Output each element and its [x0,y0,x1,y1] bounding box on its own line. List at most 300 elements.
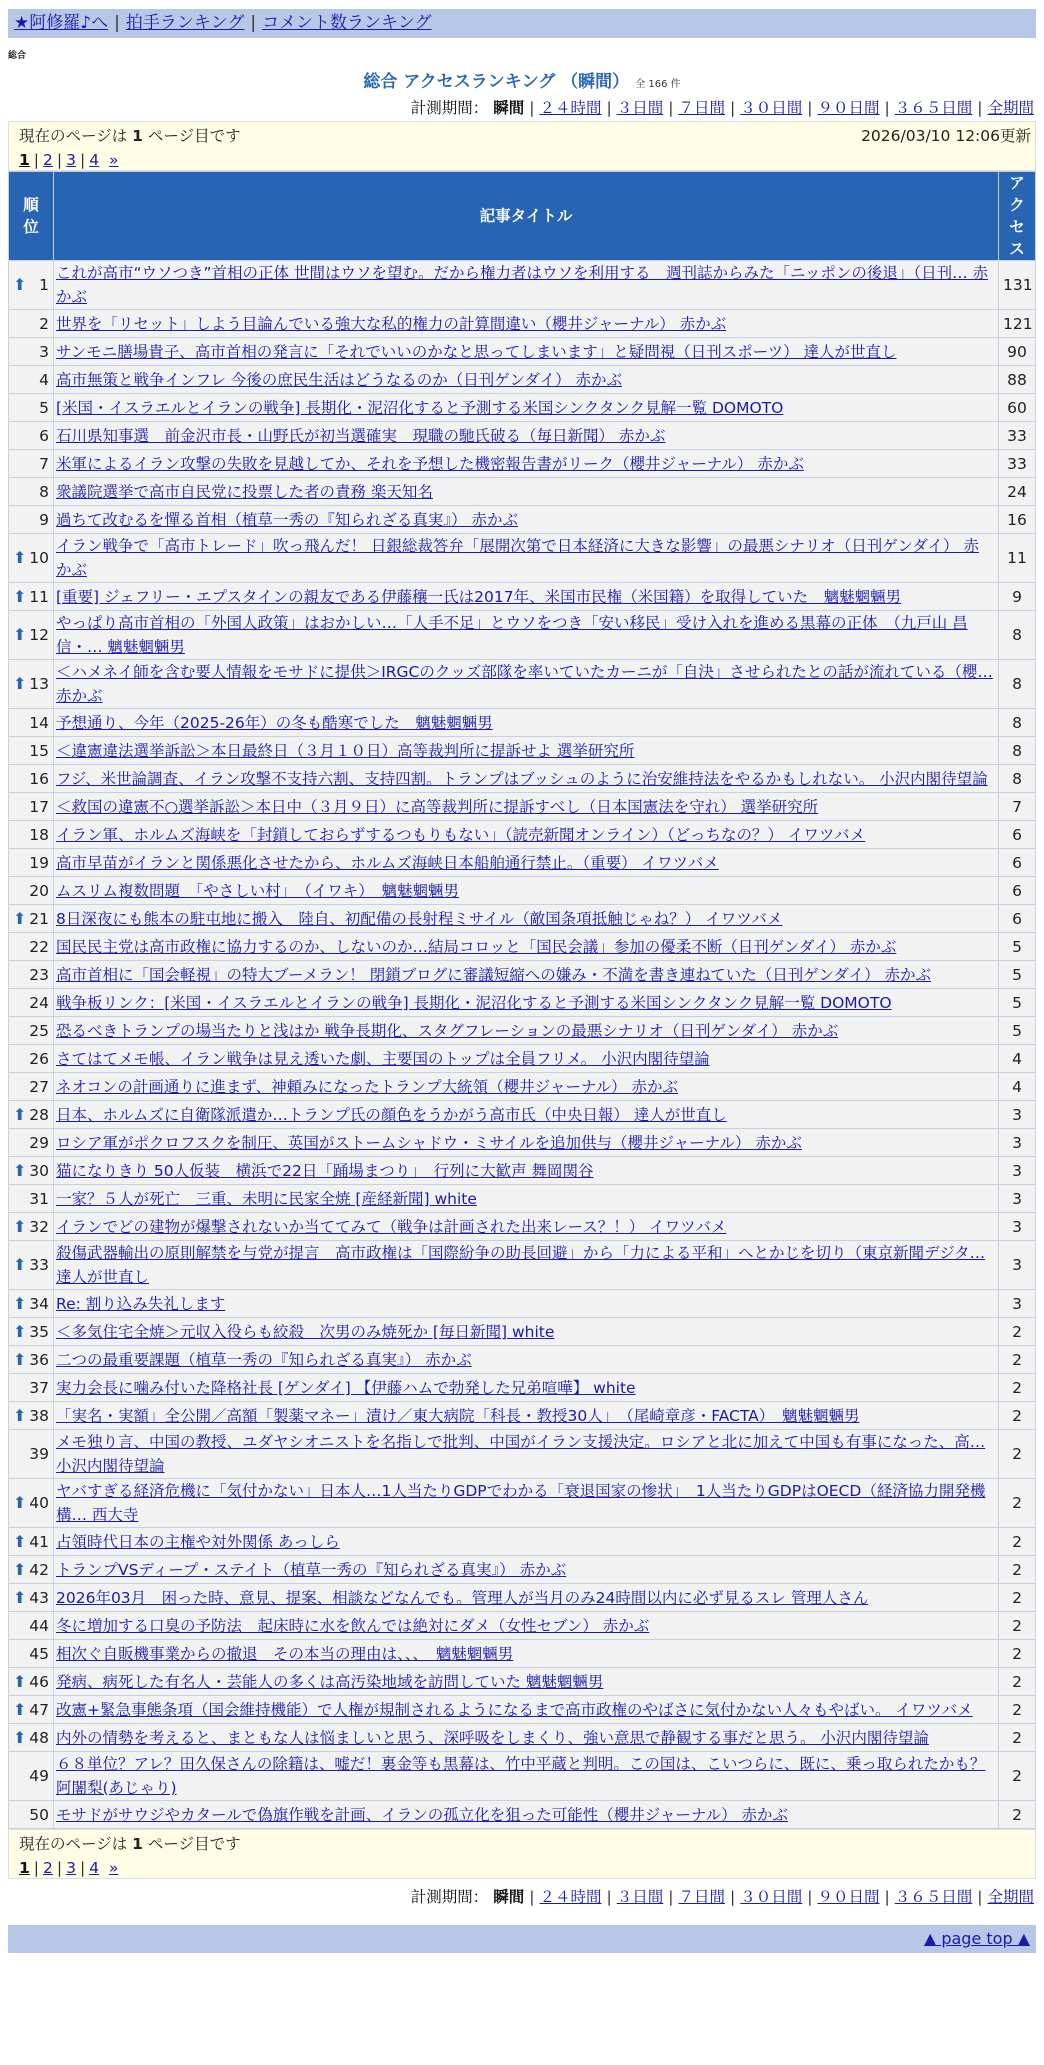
access-count: 2 [999,1374,1035,1401]
rank-cell [9,394,53,421]
access-count: 8 [999,709,1035,736]
access-count: 11 [999,534,1035,582]
table-row [9,1556,1035,1583]
period-3d-link[interactable]: ３日間 [616,99,664,117]
access-count: 8 [999,737,1035,764]
updated-timestamp: 2026/03/10 12:06更新 [861,127,1031,145]
article-title-link[interactable]: 占領時代日本の主権や対外関係 あっしら [56,1532,340,1551]
rank-number: 36 [29,1350,49,1369]
rank-cell [9,1696,53,1723]
table-row [9,1318,1035,1345]
table-row [9,961,1035,988]
rank-cell [9,1213,53,1240]
period-label: 計測期間： [410,1888,489,1906]
article-title-link[interactable]: 高市首相に「国会軽視」の特大ブーメラン！ 閉鎖ブログに審議短縮への嫌み・不満を書き連ねていた（日刊ゲンダイ） 赤かぶ [56,965,931,984]
article-title-link[interactable]: ＜ハメネイ師を含む要人情報をモサドに提供＞IRGCのクッズ部隊を率いていたカーニが「自決」させられたとの話が流れている（櫻… 赤かぶ [56,663,993,705]
rank-cell [9,1185,53,1212]
article-title-link[interactable]: 高市早苗がイランと関係悪化させたから、ホルムズ海峡日本船舶通行禁止。（重要） イワツバメ [56,853,719,872]
page-title [0,67,1044,92]
rank-number: 5 [39,398,49,417]
rank-cell [9,737,53,764]
table-row [9,905,1035,932]
rank-cell [9,366,53,393]
title-cell [54,1374,998,1401]
access-count: 5 [999,1017,1035,1044]
rank-number: 9 [39,510,49,529]
table-row [9,849,1035,876]
access-count: 60 [999,394,1035,421]
rank-number: 24 [29,993,49,1012]
item-count: 全 166 件 [635,79,681,90]
rank-number: 47 [29,1700,49,1719]
page-2-link[interactable]: 2 [43,151,53,169]
title-cell [54,394,998,421]
period-30d-link[interactable]: ３０日間 [740,1888,803,1906]
article-title-link[interactable]: やっぱり高市首相の「外国人政策」はおかしい…「人手不足」とウソをつき「安い移民」受け入れを進める黒幕の正体 （九戸山 昌信・… 魑魅魍魎男 [56,614,968,656]
rank-cell [9,1402,53,1429]
article-title-link[interactable]: 日本、ホルムズに自衛隊派遣か…トランプ氏の顔色をうかがう高市氏（中央日報） 達人が世直し [56,1105,727,1124]
rank-number: 4 [39,370,49,389]
page-next-link[interactable]: » [108,1859,119,1877]
article-title-link[interactable]: 恐るべきトランプの場当たりと浅はか 戦争長期化、スタグフレーションの最悪シナリオ（日刊ゲンダイ） 赤かぶ [56,1021,839,1040]
article-title-link[interactable]: 過ちて改むるを憚る首相（植草一秀の『知られざる真実』） 赤かぶ [56,510,519,529]
title-cell [54,1129,998,1156]
title-cell [54,1801,998,1828]
rank-cell [9,1724,53,1751]
rank-number: 37 [29,1378,49,1397]
title-cell [54,1241,998,1289]
access-count: 2 [999,1612,1035,1639]
access-count: 2 [999,1528,1035,1555]
article-title-link[interactable]: 世界を「リセット」しよう目論んでいる強大な私的権力の計算間違い（櫻井ジャーナル） 赤かぶ [56,314,727,333]
up-arrow-icon: ⬆ [13,1699,27,1719]
rank-cell [9,709,53,736]
title-cell [54,1752,998,1800]
title-cell [54,961,998,988]
access-count: 6 [999,905,1035,932]
table-row [9,660,1035,708]
article-title-link[interactable]: ヤバすぎる経済危機に「気付かない」日本人…1人当たりGDPでわかる「衰退国家の惨状」 1人当たりGDPはOECD（経済協力開発機構… 西大寺 [56,1482,986,1524]
rank-number: 34 [29,1294,49,1313]
title-cell [54,1017,998,1044]
title-cell [54,611,998,659]
access-count: 3 [999,1241,1035,1289]
rank-number: 40 [29,1494,49,1512]
rank-cell [9,660,53,708]
access-count: 8 [999,765,1035,792]
article-title-link[interactable]: トランプVSディープ・ステイト（植草一秀の『知られざる真実』） 赤かぶ [56,1560,567,1579]
period-365d-link[interactable]: ３６５日間 [894,1888,973,1906]
up-arrow-icon: ⬆ [13,1160,27,1180]
table-row [9,1430,1035,1478]
table-row [9,877,1035,904]
title-cell [54,1073,998,1100]
table-row [9,478,1035,505]
title-cell [54,660,998,708]
rank-cell [9,338,53,365]
period-7d-link[interactable]: ７日間 [678,99,725,117]
up-arrow-icon: ⬆ [13,1104,27,1124]
rank-number: 2 [39,314,49,333]
rank-number: 17 [29,797,49,816]
title-cell [54,1213,998,1240]
nav-comment-ranking-link[interactable]: コメント数ランキング [262,13,432,33]
article-title-link[interactable]: モサドがサウジやカタールで偽旗作戦を計画、イランの孤立化を狙った可能性（櫻井ジャーナル） 赤かぶ [56,1805,789,1824]
article-title-link[interactable]: Re: 割り込み失礼します [56,1294,226,1313]
rank-cell [9,1479,53,1527]
period-current: 瞬間 [493,99,525,117]
rank-cell [9,989,53,1016]
page-2-link[interactable]: 2 [43,1859,53,1877]
page-next-link[interactable]: » [108,151,119,169]
title-cell [54,534,998,582]
rank-cell [9,765,53,792]
article-title-link[interactable]: 殺傷武器輸出の原則解禁を与党が提言 高市政権は「国際紛争の助長回避」から「力による平和」へとかじを切り（東京新聞デジタ… 達人が世直し [56,1244,986,1286]
section-label: 総合 [8,51,27,61]
table-row [9,450,1035,477]
access-count: 3 [999,1157,1035,1184]
up-arrow-icon: ⬆ [13,586,27,606]
title-cell [54,1640,998,1667]
table-row [9,709,1035,736]
rank-number: 46 [29,1672,49,1691]
article-title-link[interactable]: [米国・イスラエルとイランの戦争] 長期化・泥沼化すると予測する米国シンクタンク見解一覧 DOMOTO [56,398,784,417]
rank-number: 16 [29,769,49,788]
article-title-link[interactable]: ＜多気住宅全焼＞元収入役らも絞殺 次男のみ焼死か [毎日新聞] white [56,1322,555,1341]
table-row [9,1073,1035,1100]
article-title-link[interactable]: 戦争板リンク：[米国・イスラエルとイランの戦争] 長期化・泥沼化すると予測する米国シンクタンク見解一覧 DOMOTO [56,993,892,1012]
table-row [9,534,1035,582]
rank-number: 31 [29,1189,49,1208]
article-title-link[interactable]: 予想通り、今年（2025-26年）の冬も酷寒でした 魑魅魍魎男 [56,713,493,732]
title-cell [54,1430,998,1478]
title-cell [54,877,998,904]
period-30d-link[interactable]: ３０日間 [740,99,803,117]
article-title-link[interactable]: 猫になりきり 50人仮装 横浜で22日「踊場まつり」 行列に大歓声 舞岡関谷 [56,1161,594,1180]
up-arrow-icon: ⬆ [13,1216,27,1236]
access-count: 6 [999,849,1035,876]
rank-cell [9,450,53,477]
rank-cell [9,1430,53,1478]
title-cell [54,737,998,764]
rank-number: 45 [29,1644,49,1663]
title-cell [54,989,998,1016]
page-top-link[interactable]: ▲ page top ▲ [923,1929,1030,1948]
table-row [9,1752,1035,1800]
table-row [9,261,1035,309]
rank-number: 23 [29,965,49,984]
access-count: 90 [999,338,1035,365]
title-cell [54,261,998,309]
article-title-link[interactable]: サンモニ膳場貴子、高市首相の発言に「それでいいのかなと思ってしまいます」と疑問視（日刊スポーツ） 達人が世直し [56,342,897,361]
nav-home-link[interactable]: ★阿修羅♪へ [14,13,109,33]
rank-number: 35 [29,1322,49,1341]
rank-number: 32 [29,1217,49,1236]
article-title-link[interactable]: イラン戦争で「高市トレード」吹っ飛んだ！ 日銀総裁答弁「展開次第で日本経済に大きな影響」の最悪シナリオ（日刊ゲンダイ） 赤かぶ [56,537,979,579]
rank-number: 22 [29,937,49,956]
rank-number: 25 [29,1021,49,1040]
rank-cell [9,1290,53,1317]
period-90d-link[interactable]: ９０日間 [817,1888,880,1906]
title-cell [54,821,998,848]
table-row [9,1017,1035,1044]
access-count: 2 [999,1752,1035,1800]
page-info-bottom [8,1829,1036,1879]
rank-cell [9,793,53,820]
page-3-link[interactable]: 3 [66,151,77,169]
article-title-link[interactable]: 発病、病死した有名人・芸能人の多くは高汚染地域を訪問していた 魑魅魍魎男 [56,1672,604,1691]
rank-number: 42 [29,1560,49,1579]
period-selector-top: 計測期間： 瞬間 | ２４時間 | ３日間 | ７日間 | ３０日間 | ９０日間 | ３６５日間 | 全期間 [410,99,1034,117]
table-row [9,310,1035,337]
article-title-link[interactable]: 衆議院選挙で高市自民党に投票した者の責務 楽天知名 [56,482,433,501]
page-4-link[interactable]: 4 [89,1859,100,1877]
access-count: 131 [999,261,1035,309]
access-count: 6 [999,877,1035,904]
period-7d-link[interactable]: ７日間 [678,1888,725,1906]
article-title-link[interactable]: イラン軍、ホルムズ海峡を「封鎖しておらずするつもりもない」（読売新聞オンライン）（どっちなの？） イワツバメ [56,825,866,844]
access-count: 2 [999,1346,1035,1373]
up-arrow-icon: ⬆ [13,625,27,644]
rank-cell [9,506,53,533]
table-row [9,1612,1035,1639]
pagination-bottom: 1 | 2 | 3 | 4 » [19,1859,119,1877]
article-title-link[interactable]: これが高市“ウソつき”首相の正体 世間はウソを望む。だから権力者はウソを利用する 週刊誌からみた「ニッポンの後退」（日刊… 赤かぶ [56,264,989,306]
article-title-link[interactable]: ムスリム複数問題 「やさしい村」 （イワキ） 魑魅魍魎男 [56,881,460,900]
page-title-text: 総合 アクセスランキング （瞬間） [363,72,630,92]
article-title-link[interactable]: イランでどの建物が爆撃されないか当ててみて（戦争は計画された出来レース？！） イワツバメ [56,1217,727,1236]
access-count: 2 [999,1640,1035,1667]
period-selector-bottom: 計測期間： 瞬間 | ２４時間 | ３日間 | ７日間 | ３０日間 | ９０日間 | ３６５日間 | 全期間 [410,1888,1034,1906]
table-row [9,933,1035,960]
rank-cell [9,1528,53,1555]
rank-number: 30 [29,1161,49,1180]
table-row [9,1696,1035,1723]
rank-number: 11 [29,587,49,606]
rank-cell [9,961,53,988]
title-cell [54,1402,998,1429]
rank-number: 7 [39,454,49,473]
pagination-top: 1 | 2 | 3 | 4 » [19,151,119,169]
article-title-link[interactable]: 冬に増加する口臭の予防法 起床時に水を飲んでは絶対にダメ（女性セブン） 赤かぶ [56,1616,650,1635]
article-title-link[interactable]: 相次ぐ自販機事業からの撤退 その本当の理由は、、、 魑魅魍魎男 [56,1644,514,1663]
access-count: 5 [999,933,1035,960]
rank-number: 44 [29,1616,49,1635]
rank-cell [9,877,53,904]
page-status: 現在のページは 1 ページ目です [19,127,241,145]
rank-cell [9,1129,53,1156]
title-cell [54,793,998,820]
access-count: 33 [999,450,1035,477]
access-count: 3 [999,1101,1035,1128]
article-title-link[interactable]: ＜救国の違憲不○選挙訴訟＞本日中（３月９日）に高等裁判所に提訴すべし（日本国憲法を守れ） 選挙研究所 [56,797,819,816]
rank-number: 1 [39,276,49,294]
table-row [9,765,1035,792]
title-cell [54,765,998,792]
rank-cell [9,1101,53,1128]
table-row [9,506,1035,533]
up-arrow-icon: ⬆ [13,1405,27,1425]
period-24h-link[interactable]: ２４時間 [539,99,602,117]
footer-bar [8,1925,1036,1953]
up-arrow-icon: ⬆ [13,1293,27,1313]
period-all-link[interactable]: 全期間 [987,1888,1034,1906]
rank-cell [9,1752,53,1800]
period-all-link[interactable]: 全期間 [987,99,1034,117]
title-cell [54,478,998,505]
rank-cell [9,821,53,848]
rank-cell [9,611,53,659]
rank-number: 13 [29,675,49,693]
table-row [9,737,1035,764]
access-count: 7 [999,793,1035,820]
up-arrow-icon: ⬆ [13,1587,27,1607]
table-header [9,172,1035,260]
table-row [9,422,1035,449]
table-row [9,1241,1035,1289]
nav-clap-ranking-link[interactable]: 拍手ランキング [125,13,245,33]
title-cell [54,1612,998,1639]
article-title-link[interactable]: さてはてメモ帳、イラン戦争は見え透いた劇、主要国のトップは全員フリメ。 小沢内閣待望論 [56,1049,710,1068]
rank-number: 6 [39,426,49,445]
article-title-link[interactable]: 二つの最重要課題（植草一秀の『知られざる真実』） 赤かぶ [56,1350,472,1369]
rank-cell [9,1017,53,1044]
rank-number: 18 [29,825,49,844]
rank-number: 12 [29,626,49,644]
rank-number: 28 [29,1105,49,1124]
article-title-link[interactable]: 石川県知事選 前金沢市長・山野氏が初当選確実 現職の馳氏破る（毎日新聞） 赤かぶ [56,426,666,445]
title-cell [54,1157,998,1184]
table-row [9,1045,1035,1072]
title-cell [54,849,998,876]
col-title-header: 記事タイトル [54,172,998,260]
article-title-link[interactable]: ＜違憲違法選挙訴訟＞本日最終日（３月１０日）高等裁判所に提訴せよ 選挙研究所 [56,741,635,760]
table-row [9,1213,1035,1240]
article-title-link[interactable]: ネオコンの計画通りに進まず、神頼みになったトランプ大統領（櫻井ジャーナル） 赤かぶ [56,1077,678,1096]
table-row [9,1346,1035,1373]
article-title-link[interactable]: 実力会長に噛み付いた降格社長 [ゲンダイ] 【伊藤ハムで勃発した兄弟喧嘩】 white [56,1378,636,1397]
period-365d-link[interactable]: ３６５日間 [894,99,973,117]
title-cell [54,1696,998,1723]
table-row [9,793,1035,820]
article-title-link[interactable]: 国民民主党は高市政権に協力するのか、しないのか…結局コロッと「国民会議」参加の優柔不断（日刊ゲンダイ） 赤かぶ [56,937,897,956]
article-title-link[interactable]: ６８単位？アレ？田久保さんの除籍は、嘘だ！裏金等も黒幕は、竹中平蔵と判明。この国は、こいつらに、既に、乗っ取られたかも？ 阿闍梨(あじゃり) [56,1755,986,1797]
title-cell [54,1584,998,1611]
rank-cell [9,534,53,582]
title-cell [54,1346,998,1373]
access-count: 3 [999,1290,1035,1317]
rank-number: 14 [29,713,49,732]
rank-cell [9,261,53,309]
table-row [9,583,1035,610]
article-title-link[interactable]: 米軍によるイラン攻撃の失敗を見越してか、それを予想した機密報告書がリーク（櫻井ジャーナル） 赤かぶ [56,454,804,473]
access-count: 24 [999,478,1035,505]
rank-cell [9,849,53,876]
access-count: 2 [999,1668,1035,1695]
article-title-link[interactable]: 2026年03月 困った時、意見、提案、相談などなんでも。管理人が当月のみ24時間以内に必ず見るスレ 管理人さん [56,1588,869,1607]
ranking-table [8,171,1036,1829]
table-row [9,338,1035,365]
rank-number: 39 [29,1445,49,1463]
up-arrow-icon: ⬆ [13,1727,27,1747]
up-arrow-icon: ⬆ [13,548,27,567]
access-count: 2 [999,1556,1035,1583]
rank-number: 8 [39,482,49,501]
article-title-link[interactable]: 8日深夜にも熊本の駐屯地に搬入 陸自、初配備の長射程ミサイル（敵国条項抵触じゃね？） イワツバメ [56,909,783,928]
access-count: 8 [999,611,1035,659]
table-row [9,394,1035,421]
rank-cell [9,1801,53,1828]
page-4-link[interactable]: 4 [89,151,100,169]
period-24h-link[interactable]: ２４時間 [539,1888,602,1906]
article-title-link[interactable]: 内外の情勢を考えると、まともな人は悩ましいと思う、深呼吸をしまくり、強い意思で静観する事だと思う。 小沢内閣待望論 [56,1728,929,1747]
separator: | [114,13,120,33]
access-count: 2 [999,1724,1035,1751]
rank-number: 50 [29,1805,49,1824]
article-title-link[interactable]: [重要] ジェフリー・エプスタインの親友である伊藤穰一氏は2017年、米国市民権（米国籍）を取得していた 魑魅魍魎男 [56,587,902,606]
article-title-link[interactable]: 改憲+緊急事態条項（国会維持機能）で人権が規制されるようになるまで高市政権のやばさに気付かない人々もやばい。 イワツバメ [56,1700,973,1719]
period-90d-link[interactable]: ９０日間 [817,99,880,117]
up-arrow-icon: ⬆ [13,674,27,693]
rank-number: 19 [29,853,49,872]
period-3d-link[interactable]: ３日間 [616,1888,664,1906]
table-row [9,1290,1035,1317]
access-count: 3 [999,1185,1035,1212]
rank-number: 20 [29,881,49,900]
article-title-link[interactable]: ロシア軍がポクロフスクを制圧、英国がストームシャドウ・ミサイルを追加供与（櫻井ジャーナル） 赤かぶ [56,1133,802,1152]
separator: | [250,13,257,33]
access-count: 2 [999,1696,1035,1723]
col-rank-header: 順位 [9,172,53,260]
table-row [9,821,1035,848]
rank-cell [9,1241,53,1289]
title-cell [54,1556,998,1583]
access-count: 5 [999,961,1035,988]
rank-number: 27 [29,1077,49,1096]
page-info-top [8,121,1036,171]
title-cell [54,310,998,337]
table-row [9,366,1035,393]
article-title-link[interactable]: フジ、米世論調査、イラン攻撃不支持六割、支持四割。トランプはブッシュのように治安維持法をやるかもしれない。 小沢内閣待望論 [56,769,988,788]
rank-cell [9,1374,53,1401]
rank-number: 29 [29,1133,49,1152]
table-row [9,1101,1035,1128]
title-cell [54,583,998,610]
access-count: 2 [999,1479,1035,1527]
title-cell [54,1318,998,1345]
page-3-link[interactable]: 3 [66,1859,77,1877]
access-count: 2 [999,1430,1035,1478]
page-current: 1 [19,151,30,169]
table-row [9,611,1035,659]
rank-number: 48 [29,1728,49,1747]
access-count: 2 [999,1801,1035,1828]
access-count: 6 [999,821,1035,848]
table-row [9,1668,1035,1695]
table-row [9,1157,1035,1184]
article-title-link[interactable]: 一家？５人が死亡 三重、未明に民家全焼 [産経新聞] white [56,1189,477,1208]
title-cell [54,1479,998,1527]
article-title-link[interactable]: 「実名・実額」全公開／高額「製薬マネー」漬け／東大病院「科長・教授30人」 （尾崎章彦・FACTA） 魑魅魍魎男 [56,1406,860,1425]
rank-cell [9,1045,53,1072]
rank-cell [9,1640,53,1667]
article-title-link[interactable]: 高市無策と戦争インフレ 今後の庶民生活はどうなるのか（日刊ゲンダイ） 赤かぶ [56,370,622,389]
rank-cell [9,905,53,932]
article-title-link[interactable]: メモ独り言、中国の教授、ユダヤシオニストを名指しで批判、中国がイラン支援決定。ロシアと北に加えて中国も有事になった、高… 小沢内閣待望論 [56,1433,986,1475]
table-row [9,1402,1035,1429]
rank-number: 38 [29,1406,49,1425]
rank-cell [9,1556,53,1583]
